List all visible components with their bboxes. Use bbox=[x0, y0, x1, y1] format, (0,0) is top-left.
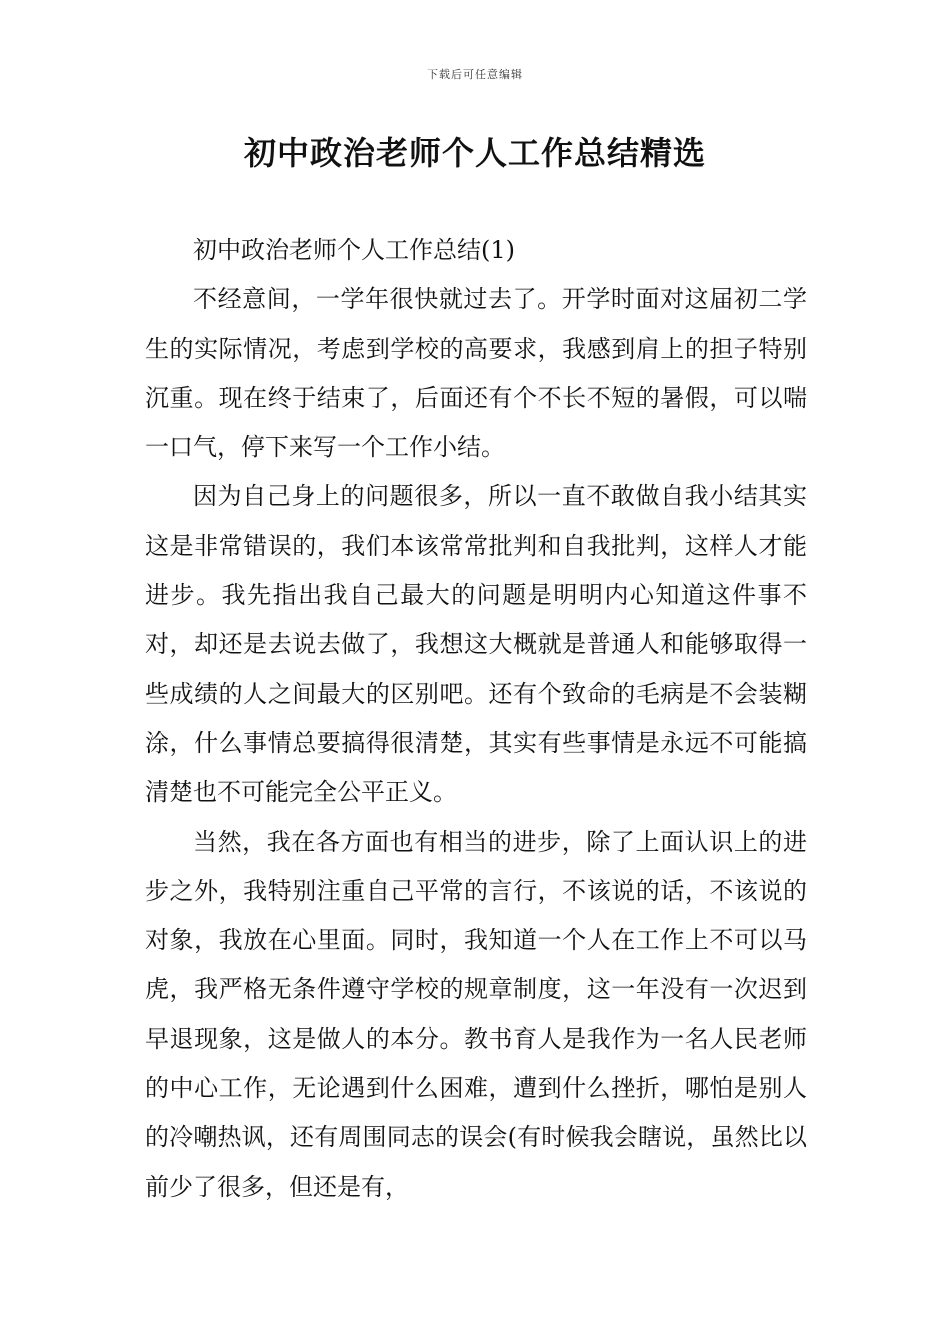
paragraph: 不经意间，一学年很快就过去了。开学时面对这届初二学生的实际情况，考虑到学校的高要求，我感到肩上的担子特别沉重。现在终于结束了，后面还有个不长不短的暑假，可以喘一口气，停下来写一个工作小结。 bbox=[145, 285, 807, 462]
header-note: 下载后可任意编辑 bbox=[427, 68, 523, 81]
document-body bbox=[145, 226, 807, 1212]
document-title: 初中政治老师个人工作总结精选 bbox=[243, 134, 706, 172]
paragraph: 因为自己身上的问题很多，所以一直不敢做自我小结其实这是非常错误的，我们本该常常批判和自我批判，这样人才能进步。我先指出我自己最大的问题是明明内心知道这件事不对，却还是去说去做了，我想这大概就是普通人和能够取得一些成绩的人之间最大的区别吧。还有个致命的毛病是不会装糊涂，什么事情总要搞得很清楚，其实有些事情是永远不可能搞清楚也不可能完全公平正义。 bbox=[145, 482, 807, 807]
section-heading: 初中政治老师个人工作总结(1) bbox=[193, 236, 515, 264]
paragraph: 当然，我在各方面也有相当的进步，除了上面认识上的进步之外，我特别注重自己平常的言行，不该说的话，不该说的对象，我放在心里面。同时，我知道一个人在工作上不可以马虎，我严格无条件遵守学校的规章制度，这一年没有一次迟到早退现象，这是做人的本分。教书育人是我作为一名人民老师的中心工作，无论遇到什么困难，遭到什么挫折，哪怕是别人的冷嘲热讽，还有周围同志的误会(有时候我会瞎说，虽然比以前少了很多，但还是有， bbox=[145, 827, 807, 1201]
